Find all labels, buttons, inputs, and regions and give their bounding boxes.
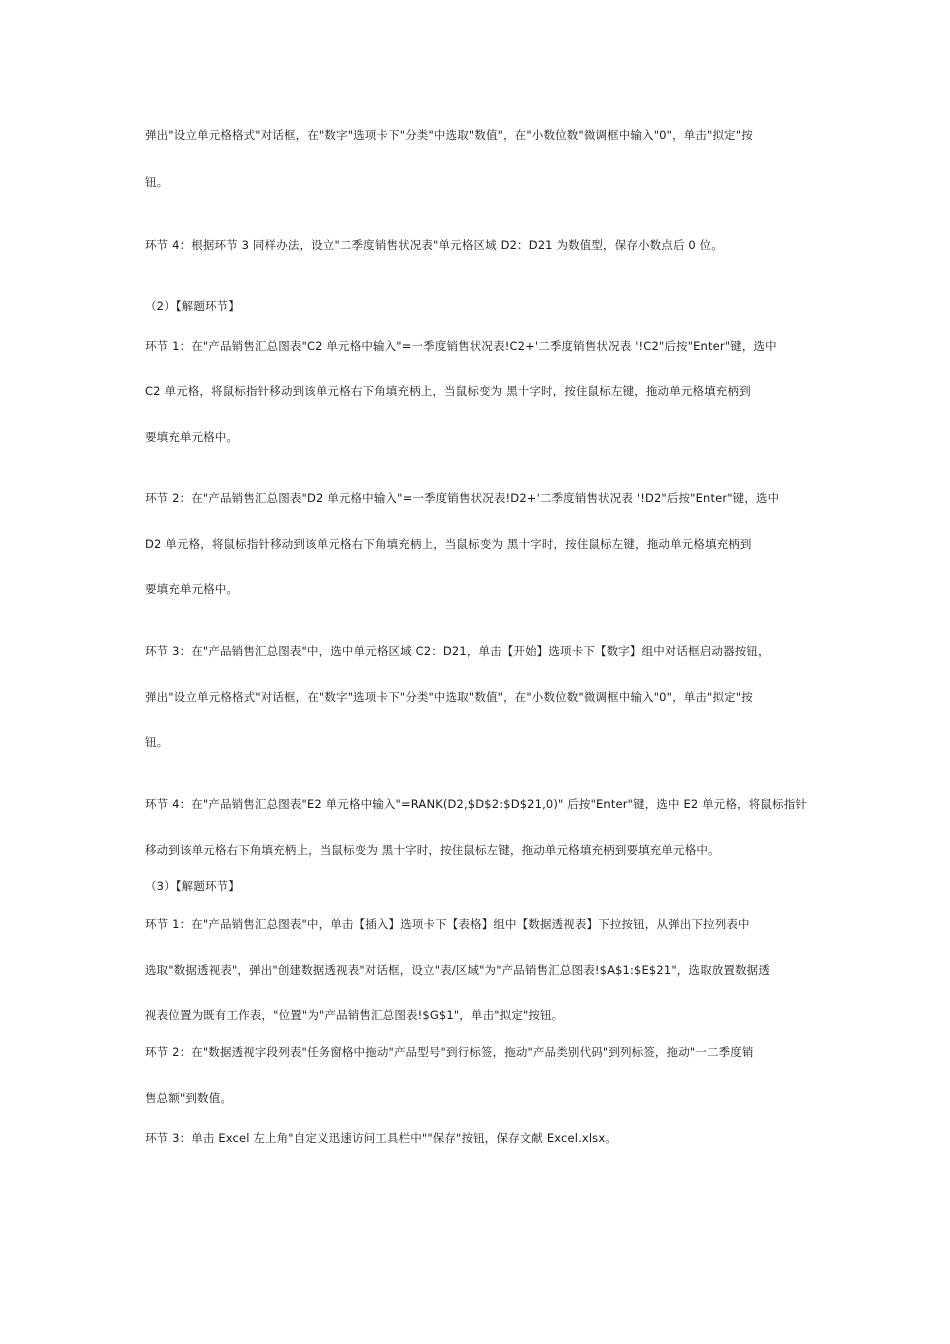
text-line: 视表位置为既有工作表，"位置"为"产品销售汇总图表!$G$1"，单击"拟定"按钮。 xyxy=(145,1008,564,1022)
text-line: 钮。 xyxy=(145,735,169,749)
text-line: 要填充单元格中。 xyxy=(145,430,239,444)
text-line: C2 单元格，将鼠标指针移动到该单元格右下角填充柄上，当鼠标变为 黑十字时，按住鼠标左键，拖动单元格填充柄到 xyxy=(145,384,751,398)
text-line: 环节 2：在"数据透视字段列表"任务窗格中拖动"产品型号"到行标签，拖动"产品类别代码"到列标签，拖动"一二季度销 xyxy=(145,1045,754,1059)
text-line: 要填充单元格中。 xyxy=(145,582,239,596)
section-heading: （2）【解题环节】 xyxy=(145,299,240,313)
text-line: 环节 1：在"产品销售汇总图表"C2 单元格中输入"=一季度销售状况表!C2+'二季度销售状况表 '!C2"后按"Enter"键，选中 xyxy=(145,339,777,353)
text-line: 弹出"设立单元格格式"对话框，在"数字"选项卡下"分类"中选取"数值"，在"小数位数"微调框中输入"0"，单击"拟定"按 xyxy=(145,128,753,142)
text-line: 选取"数据透视表"，弹出"创建数据透视表"对话框，设立"表/区域"为"产品销售汇总图表!$A$1:$E$21"，选取放置数据透 xyxy=(145,963,770,977)
text-line: 环节 4：在"产品销售汇总图表"E2 单元格中输入"=RANK(D2,$D$2:$D$21,0)" 后按"Enter"键，选中 E2 单元格，将鼠标指针 xyxy=(145,797,808,811)
text-line: 环节 2：在"产品销售汇总图表"D2 单元格中输入"=一季度销售状况表!D2+'二季度销售状况表 '!D2"后按"Enter"键，选中 xyxy=(145,491,780,505)
text-line: D2 单元格，将鼠标指针移动到该单元格右下角填充柄上，当鼠标变为 黑十字时，按住鼠标左键，拖动单元格填充柄到 xyxy=(145,537,752,551)
text-line: 环节 3：在"产品销售汇总图表"中，选中单元格区域 C2：D21，单击【开始】选项卡下【数字】组中对话框启动器按钮， xyxy=(145,644,770,658)
text-line: 售总额"到数值。 xyxy=(145,1091,232,1105)
text-line: 钮。 xyxy=(145,175,169,189)
text-line: 弹出"设立单元格格式"对话框，在"数字"选项卡下"分类"中选取"数值"，在"小数位数"微调框中输入"0"，单击"拟定"按 xyxy=(145,690,753,704)
text-line: 环节 3：单击 Excel 左上角"自定义迅速访问工具栏中""保存"按钮，保存文献 Excel.xlsx。 xyxy=(145,1131,617,1145)
text-line: 环节 1：在"产品销售汇总图表"中，单击【插入】选项卡下【表格】组中【数据透视表】下拉按钮，从弹出下拉列表中 xyxy=(145,917,750,931)
text-line: 环节 4：根据环节 3 同样办法，设立"二季度销售状况表"单元格区域 D2：D21 为数值型，保存小数点后 0 位。 xyxy=(145,238,723,252)
text-line: 移动到该单元格右下角填充柄上，当鼠标变为 黑十字时，按住鼠标左键，拖动单元格填充柄到要填充单元格中。 xyxy=(145,843,720,857)
section-heading: （3）【解题环节】 xyxy=(145,879,240,893)
